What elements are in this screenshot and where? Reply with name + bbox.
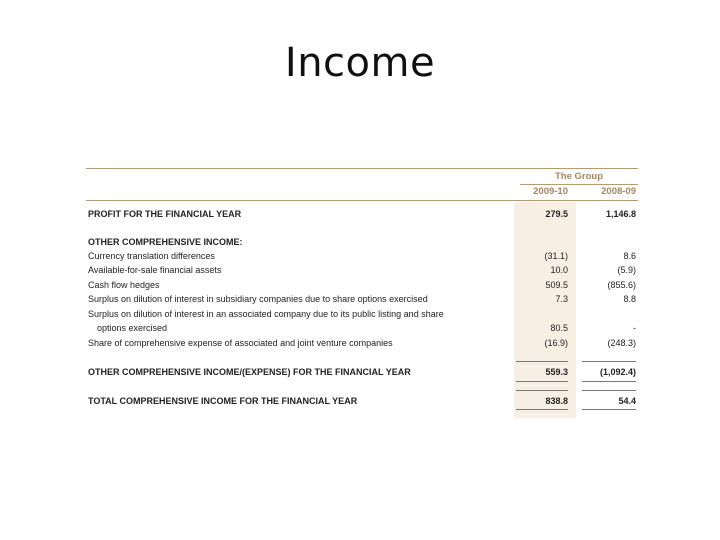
- row-label: options exercised: [97, 323, 168, 333]
- year-header-prior: 2008-09: [601, 186, 636, 197]
- table-row: [86, 208, 638, 220]
- total-rule2-prior: [582, 390, 636, 391]
- table-row: [86, 279, 638, 291]
- row-value-2008-09: 8.6: [623, 251, 636, 261]
- row-value-2009-10: 80.5: [550, 323, 568, 333]
- header-rule: [86, 200, 638, 201]
- row-value-2008-09: 8.8: [623, 294, 636, 304]
- row-value-2009-10: (31.1): [544, 251, 568, 261]
- row-label: OTHER COMPREHENSIVE INCOME/(EXPENSE) FOR THE FINANCIAL YEAR: [88, 367, 411, 377]
- row-label: PROFIT FOR THE FINANCIAL YEAR: [88, 209, 242, 219]
- row-label: Share of comprehensive expense of associated and joint venture companies: [88, 338, 393, 348]
- table-row: [86, 308, 638, 320]
- row-value-2009-10: 509.5: [545, 280, 568, 290]
- group-header-rule: [520, 184, 638, 185]
- total-rule-current: [516, 381, 568, 382]
- row-value-2008-09: 54.4: [618, 396, 636, 406]
- row-value-2009-10: 7.3: [555, 294, 568, 304]
- table-row: [86, 250, 638, 262]
- income-statement-table: [86, 166, 638, 418]
- table-top-rule: [86, 168, 638, 169]
- row-value-2008-09: (5.9): [617, 265, 636, 275]
- year-header-current: 2009-10: [533, 186, 568, 197]
- subtotal-rule-prior: [582, 361, 636, 362]
- table-row: [86, 366, 638, 378]
- row-value-2008-09: (248.3): [607, 338, 636, 348]
- row-value-2008-09: (855.6): [607, 280, 636, 290]
- row-value-2008-09: 1,146.8: [605, 209, 636, 219]
- row-label: TOTAL COMPREHENSIVE INCOME FOR THE FINANCIAL YEAR: [88, 396, 358, 406]
- final-rule-prior: [582, 409, 636, 410]
- row-label: OTHER COMPREHENSIVE INCOME:: [88, 237, 243, 247]
- row-value-2009-10: 10.0: [550, 265, 568, 275]
- row-value-2009-10: 279.5: [545, 209, 568, 219]
- group-header: The Group: [554, 171, 604, 182]
- slide-title: Income: [284, 40, 436, 86]
- total-rule-prior: [582, 381, 636, 382]
- row-label: Currency translation differences: [88, 251, 215, 261]
- row-label: Surplus on dilution of interest in subsidiary companies due to share options exercised: [88, 294, 428, 304]
- row-value-2009-10: 559.3: [545, 367, 568, 377]
- table-row: [86, 264, 638, 276]
- row-value-2008-09: (1,092.4): [599, 367, 636, 377]
- total-rule2-current: [516, 390, 568, 391]
- subtotal-rule-current: [516, 361, 568, 362]
- final-rule-current: [516, 409, 568, 410]
- row-label: Surplus on dilution of interest in an associated company due to its public listing and share: [88, 309, 444, 319]
- table-row: [86, 395, 638, 407]
- row-value-2009-10: 838.8: [545, 396, 568, 406]
- table-row: [86, 322, 638, 334]
- row-value-2009-10: (16.9): [544, 338, 568, 348]
- table-row: [86, 337, 638, 349]
- table-row: [86, 293, 638, 305]
- row-label: Cash flow hedges: [88, 280, 160, 290]
- table-row: [86, 236, 638, 248]
- row-value-2008-09: -: [633, 323, 636, 333]
- row-label: Available-for-sale financial assets: [88, 265, 222, 275]
